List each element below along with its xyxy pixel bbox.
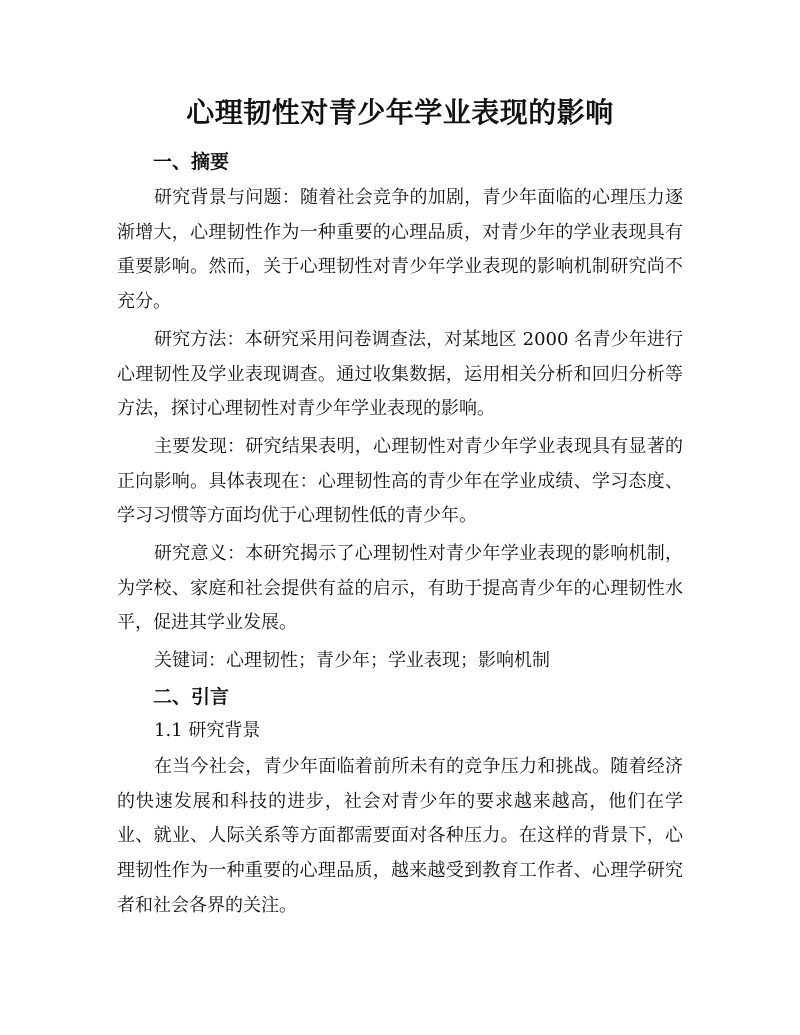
introduction-paragraph: 在当今社会，青少年面临着前所未有的竞争压力和挑战。随着经济的快速发展和科技的进步，社会对青少年的要求越来越高，他们在学业、就业、人际关系等方面都需要面对各种压力。在这样的背景下，心理韧性作为一种重要的心理品质，越来越受到教育工作者、心理学研究者和社会各界的关注。 xyxy=(117,756,683,916)
abstract-paragraph-significance: 研究意义：本研究揭示了心理韧性对青少年学业表现的影响机制，为学校、家庭和社会提供有益的启示，有助于提高青少年的心理韧性水平，促进其学业发展。 xyxy=(117,543,683,634)
section-heading-abstract: 一、摘要 xyxy=(153,151,230,173)
section-heading-introduction: 二、引言 xyxy=(153,686,230,708)
abstract-paragraph-background: 研究背景与问题：随着社会竞争的加剧，青少年面临的心理压力逐渐增大，心理韧性作为一种重要的心理品质，对青少年的学业表现具有重要影响。然而，关于心理韧性对青少年学业表现的影响机制研究尚不充分。 xyxy=(117,187,683,313)
subsection-heading-background: 1.1 研究背景 xyxy=(154,720,261,741)
abstract-paragraph-method: 研究方法：本研究采用问卷调查法，对某地区 2000 名青少年进行心理韧性及学业表现调查。通过收集数据，运用相关分析和回归分析等方法，探讨心理韧性对青少年学业表现的影响。 xyxy=(117,329,683,420)
document-title: 心理韧性对青少年学业表现的影响 xyxy=(186,96,614,129)
keywords: 关键词：心理韧性；青少年；学业表现；影响机制 xyxy=(154,650,550,671)
abstract-paragraph-findings: 主要发现：研究结果表明，心理韧性对青少年学业表现具有显著的正向影响。具体表现在：心理韧性高的青少年在学业成绩、学习态度、学习习惯等方面均优于心理韧性低的青少年。 xyxy=(117,436,683,527)
